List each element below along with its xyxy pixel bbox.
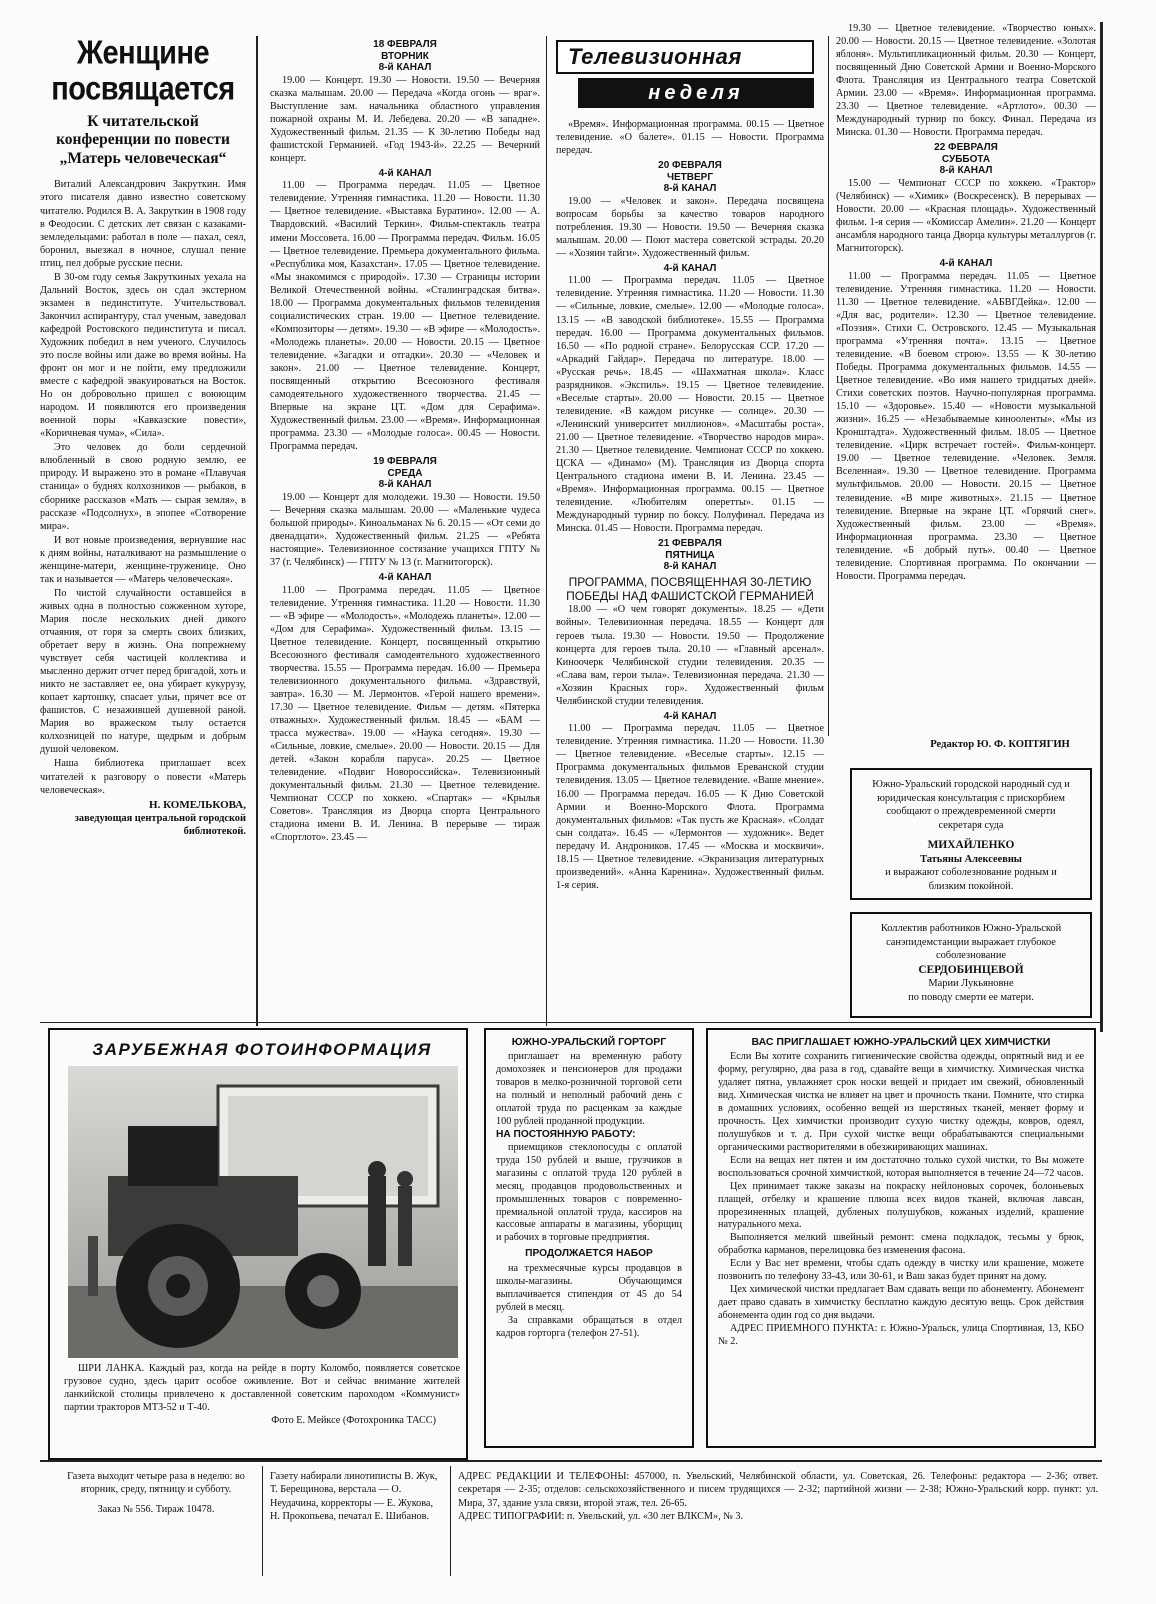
article-paragraph: В 30-ом году семья Закруткиных уехала на Дальний Восток, здесь он сдал экстерном экзамен в пединституте. Учительствовал. Закончил аспирантуру, стал ученым, заведовал кафедрой Ростовского пединститута и писал. Художник победил в нем ученого. Случилось это после войны или даже во время войны. На фронт он мог и не пойти, ему предложили вместе с кафедрой эвакуироваться на Восток. Но он добровольно пришел с воюющим народом. И появляются его произведения военной поры «Кавказские повести», «Коричневая чума», «Сила». (40, 271, 246, 440)
schedule-heading: 18 ФЕВРАЛЯ ВТОРНИК 8-й КАНАЛ (373, 39, 437, 73)
schedule-text: «Время». Информационная программа. 00.15 — Цветное телевидение. «О балете». 01.15 — Новости. Программа передач. (556, 119, 824, 157)
cleaners-ad (706, 1028, 1096, 1448)
tractor-photo (68, 1066, 458, 1358)
article-paragraph: Виталий Александрович Закруткин. Имя этого писателя давно известно советскому читателю. Родился В. А. Закруткин в 1908 году в Феодосии. С детских лет связан с казаками-земледельцами: работал в поле — пахал, сеял, боронил, выезжал в ночное, слушал пение птиц, пел добрые русские песни. (40, 179, 246, 269)
footer-schedule-cell (58, 1470, 254, 1570)
gortorg-subhead-1: НА ПОСТОЯННУЮ РАБОТУ: (496, 1128, 636, 1140)
photo-credit: Фото Е. Мейксе (Фотохроника ТАСС) (271, 1415, 436, 1427)
photo-caption: ШРИ ЛАНКА. Каждый раз, когда на рейде в порту Коломбо, появляется советское грузовое судно, здесь царит особое оживление. Вот и сейчас внимание жителей ланкийской столицы привлечено к доставленной советским пароходом «Коммунист» партии тракторов МТЗ-52 и Т-40. (64, 1363, 460, 1414)
column-divider (828, 36, 829, 736)
photo-title: ЗАРУБЕЖНАЯ ФОТОИНФОРМАЦИЯ (92, 1040, 432, 1059)
article-headline: Женщине посвящается (51, 36, 235, 108)
tv-week-logo (556, 40, 814, 112)
schedule-text: 11.00 — Программа передач. 11.05 — Цветное телевидение. Утренняя гимнастика. 11.20 — Новости. 11.30 — «В эфире — «Молодость». «Молодежь планеты». 12.00 — «Дом для Серафима». Художественный фильм. 13.15 — Цветное телевидение. Концерт, посвященный открытию Всесоюзного фестиваля самодеятельного художественного творчества. 15.55 — Программа передач. 16.00 — Премьера телевизионного документального фильма. «Здравствуй, завтра». 16.30 — М. Лермонтов. «Герой нашего времени». 17.30 — Цветное телевидение. Фильм — детям. «Пятерка отважных». Художественный фильм. 18.45 — «БАМ — трасса мужества». 19.00 — «Наука сегодня». 19.30 — «Сильные, ловкие, смелые». 20.00 — Новости. 20.15 — Для детей. «Закон корабля паруса». 20.25 — Цветное телевидение. «Подвиг Новороссийска». Телевизионный документальный фильм. 21.30 — Цветное телевидение. Чемпионат СССР по хоккею. «Спартак» — «Крылья Советов». Трансляция из Дворца спорта Центрального стадиона имени В. И. Ленина. В перерыве — тираж «Спортлото». 23.45 — (270, 584, 540, 844)
footer-divider (450, 1466, 451, 1576)
article-paragraph: Это человек до боли сердечной влюбленный в свою родную землю, ее природу. И выражено это в романе «Плавучая станица» о буднях колхозников — рыбаков, в сборнике рассказов «Мать — сырая земля», в рассказе «Подсолнух», в эпопее «Сотворение мира». (40, 442, 246, 532)
schedule-heading: 4-й КАНАЛ (663, 262, 717, 274)
editor-line: Редактор Ю. Ф. КОПТЯГИН (930, 739, 1070, 750)
cleaners-paragraph: Выполняется мелкий швейный ремонт: смена подкладок, тесьмы у брюк, обработка карманов, перелицовка без изменения фасона. (718, 1232, 1084, 1257)
schedule-text: 18.00 — «О чем говорят документы». 18.25 — «Дети войны». Телевизионная передача. 18.55 — Концерт для героев тыла. 19.30 — Новости. 19.50 — Продолжение концерта для героев тыла. 20.10 — «Главный арсенал». Киноочерк Челябинской студии телевидения. 20.35 — «Слава вам, герои тыла». Телевизионная передача. 21.30 — «Хозяин Красных гор». Художественный фильм Челябинской студии телевидения. (556, 604, 824, 707)
obituary-box-1 (850, 768, 1092, 900)
tv-logo-top: Телевизионная (556, 40, 814, 74)
schedule-heading: 4-й КАНАЛ (663, 710, 717, 722)
gortorg-title: ЮЖНО-УРАЛЬСКИЙ ГОРТОРГ (511, 1036, 667, 1048)
footer-address-cell (458, 1470, 1098, 1570)
cleaners-body (718, 1051, 1084, 1323)
article-paragraph: Наша библиотека приглашает всех читателей к разговору о повести «Матерь человеческая». (40, 758, 246, 796)
gortorg-text-3: на трехмесячные курсы продавцов в школы-магазины. Обучающимся выплачивается стипендия от 45 до 54 рублей в месяц. (496, 1263, 682, 1314)
cleaners-paragraph: Если Вы хотите сохранить гигиенические свойства одежды, опрятный вид и ее форму, регулярно, два раза в год, сдавайте вещи в химчистку. Химическая чистка удаляет пятна, увлажняет срок носки вещей и придает им свежий, обновленный вид. Химическая чистка не влияет на цвет и прочность ткани. Помните, что стирка в домашних условиях, особенно вещей из шерстяных тканей, меняет форму и прочность. Цех химчистки производит сухую чистку одежды, ковров, одеял, полушубков и т. д. При сухой чистке вещи обрабатываются специальными органическими растворителями в обезжиривающих машинах. (718, 1051, 1084, 1153)
article-author: Н. КОМЕЛЬКОВА, (149, 798, 246, 811)
schedule-text: 11.00 — Программа передач. 11.05 — Цветное телевидение. Утренняя гимнастика. 11.20 — Новости. 11.30 — «Сильные, ловкие, смелые». 12.00 — «Молодые голоса». 13.15 — «В заводской библиотеке». 15.55 — Программа передач. 16.00 — Программа документальных фильмов. 16.50 — «По родной стране». Белорусская ССР. 17.20 — «Аркадий Гайдар». Передача по литературе. 18.00 — «Русская речь». 18.45 — «Шахматная школа». Класс разрядников. «Экспиль». 19.15 — Цветное телевидение. «Веселые старты». 20.00 — Новости. 20.15 — Цветное телевидение. «В каждом рисунке — солнце». 20.30 — «Ленинский университет миллионов». «Масштабы роста». 21.00 — Цветное телевидение. «Творчество народов мира». 21.30 — Цветное телевидение. Чемпионат СССР по хоккею. ЦСКА — «Динамо» (М). Трансляция из Дворца спорта Центрального стадиона имени В. И. Ленина. 23.45 — «Время». Информационная программа. 00.15 — Цветное телевидение. «Любителям оперетты». 01.15 — Международный турнир по боксу. Полуфинал. Передача из Минска. 01.45 — Новости. Программа передач. (556, 275, 824, 535)
obituary-box-2 (850, 912, 1092, 1018)
schedule-text: 11.00 — Программа передач. 11.05 — Цветное телевидение. Утренняя гимнастика. 11.20 — Новости. 11.30 — Цветное телевидение. «Веселые старты». 12.15 — Программа документальных фильмов Ереванской студии телевидения. 13.05 — Цветное телевидение. «Ваше мнение». 16.00 — Программа передач. 16.05 — К Дню Советской Армии и Военно-Морского Флота. Программа документальных фильмов: «Так пусть же Красная». «Солдат сын солдата». 16.45 — «Лермонтов — художник». Ведет передачу И. Андроников. 17.45 — «Москва и москвичи». 18.15 — Цветное телевидение. «Экранизация литературных произведений». «Анна Каренина». Художественный фильм. 1-я серия. (556, 723, 824, 891)
footer-divider (262, 1466, 263, 1576)
obituary-1-closing: и выражают соболезнование родным и близким покойной. (885, 867, 1057, 892)
schedule-heading: 21 ФЕВРАЛЯ ПЯТНИЦА 8-й КАНАЛ (658, 538, 722, 573)
cleaners-address: АДРЕС ПРИЕМНОГО ПУНКТА: г. Южно-Уральск, улица Спортивная, 13, КБО № 2. (718, 1323, 1084, 1348)
footer-print: АДРЕС ТИПОГРАФИИ: п. Увельский, ул. «30 лет ВЛКСМ», № 3. (458, 1510, 744, 1522)
schedule-heading: 19 ФЕВРАЛЯ СРЕДА 8-й КАНАЛ (373, 456, 437, 491)
section-divider (40, 1022, 1102, 1023)
tv-column-3 (836, 22, 1096, 722)
obituary-1-name: МИХАЙЛЕНКО (927, 839, 1015, 852)
cleaners-title: ВАС ПРИГЛАШАЕТ ЮЖНО-УРАЛЬСКИЙ ЦЕХ ХИМЧИСТКИ (751, 1036, 1051, 1048)
cleaners-paragraph: Цех принимает также заказы на покраску нейлоновых сорочек, болоньевых плащей, отбелку и крашение плюша всех видов тканей, включая лавсан, прорезиненных плащей, дубленых полушубков, кожаных изделий, крашение натурального меха. (718, 1180, 1084, 1231)
footer-top-rule (40, 1460, 1102, 1462)
photo-caption-block (64, 1362, 460, 1427)
schedule-text: 19.00 — Концерт для молодежи. 19.30 — Новости. 19.50 — Вечерняя сказка малышам. 20.00 — «Маленькие чудеса большой природы». Киноальманах № 6. 20.15 — «От семи до двенадцати». Художественный фильм. 21.25 — «Ребята настоящие». Телевизионное состязание учащихся ГПТУ № 37 (г. Челябинск) — ГПТУ № 13 (г. Магнитогорск). (270, 491, 540, 569)
article-paragraph: По чистой случайности оставшейся в живых одна в полностью сожженном хуторе, Мария после нескольких дней дикого отчаяния, от горя за смерть своих близких, обретает веру в жизнь. Она попрежнему чувствует себя частицей коллектива и мысленно держит отчет перед бригадой, хоть и никто не заставляет ее, она убирает кукурузу, копает картошку, спасает ульи, прячет все от фашистов. С незажившей душевной раной. Мария во вражеском тылу остается колхозницей по натуре, щедрым и добрым душой человеком. (40, 587, 246, 756)
obituary-2-name2: Марии Лукьяновне (928, 978, 1014, 990)
obituary-2-text: Коллектив работников Южно-Уральской санэпидемстанции выражает глубокое соболезнование (880, 923, 1062, 962)
schedule-text: 19.00 — «Человек и закон». Передача посвящена вопросам борьбы за качество товаров народного потребления. 19.30 — Новости. 19.50 — Вечерняя сказка малышам. 20.00 — Поют мастера советской эстрады. 20.20 — «Хозяин тайги». Художественный фильм. (556, 195, 824, 259)
schedule-heading: 4-й КАНАЛ (378, 167, 432, 179)
cleaners-paragraph: Если у Вас нет времени, чтобы сдать одежду в чистку или крашение, можете позвонить по телефону 33-43, или 30-61, и Ваш заказ будет принят на дому. (718, 1258, 1084, 1283)
schedule-text: 11.00 — Программа передач. 11.05 — Цветное телевидение. Утренняя гимнастика. 11.20 — Новости. 11.30 — Цветное телевидение. «Выставка Буратино». 12.00 — А. Твардовский. «Василий Теркин». Фильм-спектакль театра имени Моссовета. 16.00 — Программа передач. Фильм. 16.05 — Цветное телевидение. Премьера документального фильма. «Республика моя, Казахстан». 17.05 — Цветное телевидение. «Мы знакомимся с природой». 17.30 — Страницы истории Великой Отечественной войны. «Сталинградская битва». 18.00 — Программа документальных фильмов телевидения социалистических стран. 19.00 — Цветное телевидение. «Композиторы — детям». 19.30 — «В эфире — «Молодость». «Молодежь планеты». 20.00 — Новости. 20.15 — Цветное телевидение. «Загадки и отгадки». 20.30 — «Человек и закон». 21.00 — Цветное телевидение. Концерт, посвященный открытию Всесоюзного фестиваля самодеятельного художественного творчества. 21.45 — Впервые на экране ЦТ. «Дом для Серафима». Художественный фильм. 23.00 — «Время». Информационная программа. 23.30 — «Молодые голоса». 00.45 — Новости. Программа передач. (270, 180, 540, 453)
column-divider (256, 36, 258, 1026)
article-paragraph: И вот новые произведения, вернувшие нас к дням войны, наталкивают на размышление о женщине-матери, женщине-труженице. Оно так и называется — «Матерь человеческая». (40, 534, 246, 585)
page-right-rule (1100, 22, 1103, 1032)
schedule-heading: 22 ФЕВРАЛЯ СУББОТА 8-й КАНАЛ (934, 142, 998, 177)
obituary-1-name2: Татьяны Алексеевны (920, 853, 1022, 865)
gortorg-text-2: приемщиков стеклопосуды с оплатой труда 150 рублей и выше, грузчиков в магазины с оплатой труда 120 рублей в месяц, продавцов продовольственных и промышленных товаров с повременно-премиальной оплатой труда, кассиров на кассовые аппараты в магазины, уборщиц и рабочих в торговые предприятия. (496, 1141, 682, 1244)
schedule-heading: 20 ФЕВРАЛЯ ЧЕТВЕРГ 8-й КАНАЛ (658, 160, 722, 195)
schedule-heading: 4-й КАНАЛ (378, 572, 432, 584)
gortorg-subhead-2: ПРОДОЛЖАЕТСЯ НАБОР (525, 1248, 653, 1260)
schedule-text: 19.30 — Цветное телевидение. «Творчество юных». 20.00 — Новости. 20.15 — Цветное телевидение. «Золотая яблоня». Мультипликационный фильм. 20.30 — Концерт, посвященный Дню Советской Армии и Военно-Морского Флота. Трансляция из Центрального театра Советской Армии. 23.00 — «Время». Информационная программа. 23.30 — Цветное телевидение. «Артлото». 00.30 — Международный турнир по боксу. Финал. Передача из Минска. 01.30 — Новости. Программа передач. (836, 23, 1096, 139)
schedule-special-heading: ПРОГРАММА, ПОСВЯЩЕННАЯ 30-ЛЕТИЮ ПОБЕДЫ НАД ФАШИСТСКОЙ ГЕРМАНИЕЙ (566, 574, 814, 603)
column-divider (546, 36, 547, 1026)
gortorg-text-1: приглашает на временную работу домохозяек и пенсионеров для продажи товаров в мелко-розничной торговой сети на полный и неполный рабочий день с оплатой труда по расценкам за каждые 100 рублей проданной продукции. (496, 1051, 682, 1127)
obituary-1-text: Южно-Уральский городской народный суд и юридическая консультация с прискорбием сообщают о преждевременной смерти секретаря суда (872, 779, 1070, 831)
footer-schedule: Газета выходит четыре раза в неделю: во вторник, среду, пятницу и субботу. (67, 1471, 245, 1496)
footer-address: АДРЕС РЕДАКЦИИ И ТЕЛЕФОНЫ: 457000, п. Увельский, Челябинской области, ул. Советская, 26. Телефоны: редактора — 2-36; ответ. секретаря — 2-35; отделов: сельскохозяйственного и писем трудящихся — 2-32; партийной жизни — 2-38; Южно-Уральский корр. пункт: ул. Мира, 37, здание узла связи, второй этаж, тел. 26-65. (458, 1471, 1098, 1509)
tv-column-1 (270, 36, 540, 1026)
gortorg-ad (484, 1028, 694, 1448)
obituary-2-closing: по поводу смерти ее матери. (908, 991, 1034, 1003)
tv-column-2 (556, 118, 824, 1026)
article-column (40, 36, 246, 1026)
article-body (40, 178, 246, 796)
cleaners-paragraph: Если на вещах нет пятен и им достаточно только сухой чистки, то Вы можете воспользоваться срочной химчисткой, которая выполняется в течение 24—72 часов. (718, 1154, 1084, 1179)
footer-order: Заказ № 556. Тираж 10478. (97, 1503, 215, 1515)
article-author-role: заведующая центральной городской библиотекой. (74, 812, 246, 837)
tractor-photo-graphic (68, 1066, 458, 1358)
gortorg-text-4: За справками обращаться в отдел кадров горторга (телефон 27-51). (496, 1315, 682, 1340)
footer-typesetters: Газету набирали линотиписты В. Жук, Т. Берещинова, верстала — О. Неудачина, корректоры — Е. Жукова, Н. Прокопьева, печатал Е. Шибанов. (270, 1471, 438, 1522)
cleaners-paragraph: Цех химической чистки предлагает Вам сдавать вещи по абонементу. Абонемент дает право сдавать в химчистку бесплатно каждую десятую вещь. Срок действия абонемента один год со дня выдачи. (718, 1284, 1084, 1322)
obituary-2-name: СЕРДОБИНЦЕВОЙ (918, 963, 1024, 976)
schedule-heading: 4-й КАНАЛ (939, 258, 993, 270)
schedule-text: 19.00 — Концерт. 19.30 — Новости. 19.50 — Вечерняя сказка малышам. 20.00 — Передача «Когда огонь — враг». Выступление зам. начальника областного управления пожарной охраны М. И. Лебедева. 20.20 — «В западне». Художественный фильм. 21.35 — К 30-летию Победы над фашистской Германией. «Год 1943-й». 22.25 — Вечерний концерт. (270, 74, 540, 164)
tv-logo-bottom: неделя (578, 78, 814, 108)
schedule-text: 11.00 — Программа передач. 11.05 — Цветное телевидение. Утренняя гимнастика. 11.20 — Новости. 11.30 — Цветное телевидение. «АБВГДейка». 12.00 — «Для вас, родители». 12.30 — Цветное телевидение. «Поэзия». Стихи С. Островского. 12.45 — Музыкальная программа «Утренняя почта». 13.15 — Цветное телевидение. «В боевом строю». 13.55 — К 30-летию Победы. Программа документальных фильмов. 14.55 — Цветное телевидение. «Во имя нашего тридцатых дней». Стихи советских поэтов. Научно-популярная программа. 15.10 — «Здоровье». 15.40 — «Новости музыкальной жизни». 16.25 — «Незабываемые кинооленты». «Мы из Кронштадта». Художественный фильм. 18.05 — Цветное телевидение. «Цирк встречает гостей». Фильм-концерт. 19.00 — Цветное телевидение. «Человек. Земля. Вселенная». 19.30 — Цветное телевидение. Программа мультфильмов. 20.00 — Новости. 20.15 — Цветное телевидение. «В мире животных». 21.15 — Цветное телевидение. Впервые на экране ЦТ. «Горячий снег». Художественный фильм. 23.00 — «Время». Информационная программа. 23.30 — Цветное телевидение. «Б добрый путь». 00.40 — Цветное телевидение. Спортивная программа. По окончании — Новости. Программа передач. (836, 270, 1096, 582)
schedule-text: 15.00 — Чемпионат СССР по хоккею. «Трактор» (Челябинск) — «Химик» (Воскресенск). В перерывах — Новости. 20.00 — «Красная площадь». Художественный фильм. 1-я серия — «Комиссар Амелин». 21.20 — Концерт ансамбля народного танца Дворца культуры металлургов (г. Магнитогорск). (836, 177, 1096, 255)
article-subhead: К читательской конференции по повести „Матерь человеческая“ (56, 112, 230, 167)
